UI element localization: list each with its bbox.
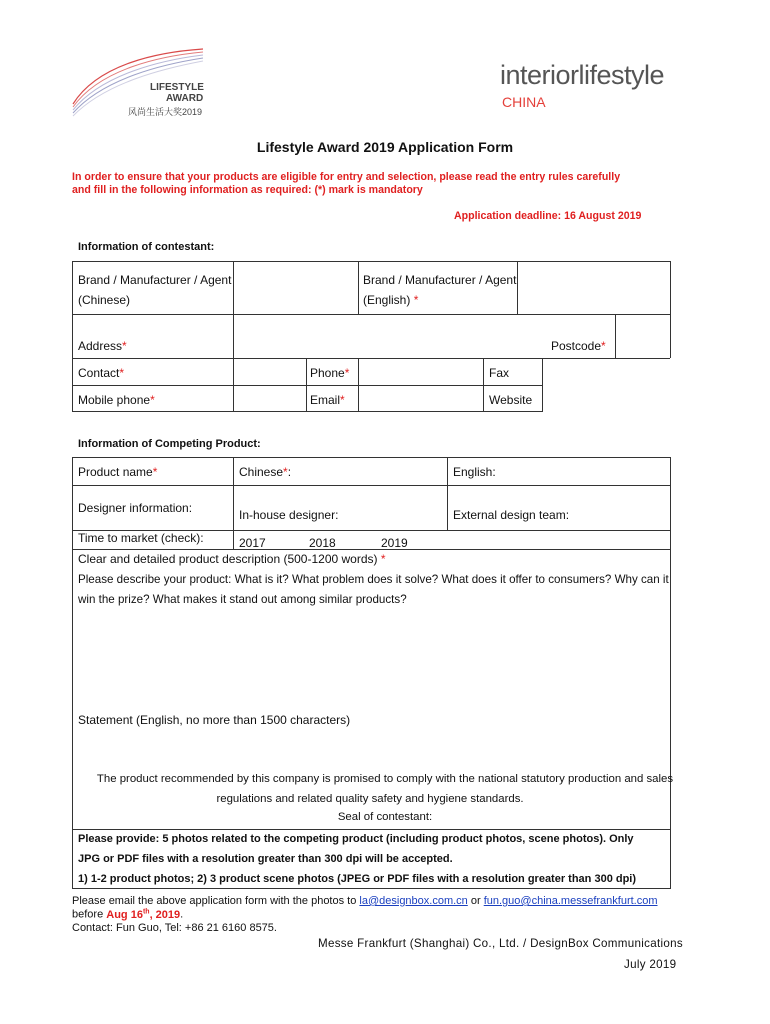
fax-label: Fax [489,366,510,380]
address-label: Address* [78,339,127,353]
email-field[interactable] [359,386,483,411]
contact-label: Contact* [78,366,125,380]
description-question-2: win the prize? What makes it stand out among similar products? [78,593,407,606]
phone-field[interactable] [359,359,483,385]
address-field[interactable] [234,315,534,358]
provide-line-1: Please provide: 5 photos related to the competing product (including product photos, scene photos). Only [78,833,634,845]
external-label: External design team: [453,508,570,522]
email-link-la[interactable]: la@designbox.com.cn [359,895,468,907]
description-field[interactable] [74,612,669,707]
brand-en-label-2: (English) * [363,293,419,307]
contact-line: Contact: Fun Guo, Tel: +86 21 6160 8575. [72,922,277,934]
provide-line-3: 1) 1-2 product photos; 2) 3 product scene photos (JPEG or PDF files with a resolution greater than 300 dpi) [78,873,637,885]
award-logo-text-1: LIFESTYLE [150,82,204,93]
time-to-market-label: Time to market (check): [78,531,204,545]
brand-cn-field[interactable] [234,262,358,314]
statement-label: Statement (English, no more than 1500 characters) [78,713,351,727]
award-logo-text-3: 风尚生活大奖2019 [128,107,203,117]
year-option-2017[interactable]: 2017 [239,536,266,550]
provide-line-2: JPG or PDF files with a resolution greater than 300 dpi will be accepted. [78,853,453,865]
contact-field[interactable] [234,359,306,385]
description-question-1: Please describe your product: What is it? What problem does it solve? What does it offer to consumers? Why can it [78,573,669,586]
year-option-2019[interactable]: 2019 [381,536,408,550]
brand-en-label-1: Brand / Manufacturer / Agent [363,273,517,287]
award-logo-text-2: AWARD [166,93,204,104]
footer-company: Messe Frankfurt (Shanghai) Co., Ltd. / DesignBox Communications [318,937,683,950]
contestant-heading: Information of contestant: [78,241,215,253]
year-option-2018[interactable]: 2018 [309,536,336,550]
interiorlifestyle-logo-name: interiorlifestyle [500,60,665,90]
page-title: Lifestyle Award 2019 Application Form [256,139,514,155]
promise-line-1: The product recommended by this company is promised to comply with the national statutory production and sales [96,773,674,785]
phone-label: Phone* [310,366,350,380]
interiorlifestyle-logo-sub: CHINA [502,94,546,110]
deadline-line: before Aug 16th, 2019. [72,908,184,921]
email-instructions: Please email the above application form with the photos to la@designbox.com.cn or fun.guo@china.messefrankfurt.com [72,895,658,907]
statement-field[interactable] [74,730,669,770]
product-heading: Information of Competing Product: [78,438,261,450]
postcode-label: Postcode* [551,339,606,353]
product-chinese-label: Chinese*: [239,465,292,479]
email-link-fun[interactable]: fun.guo@china.messefrankfurt.com [483,895,658,907]
postcode-field[interactable] [616,315,670,358]
promise-line-2: regulations and related quality safety and hygiene standards. [216,793,524,805]
email-label: Email* [310,393,345,407]
inhouse-label: In-house designer: [239,508,339,522]
product-english-label: English: [453,465,496,479]
intro-line-2: and fill in the following information as required: (*) mark is mandatory [72,184,423,196]
website-label: Website [489,393,533,407]
brand-en-field[interactable] [518,262,670,314]
product-name-label: Product name* [78,465,158,479]
deadline: Application deadline: 16 August 2019 [454,210,642,222]
description-label: Clear and detailed product description (500-1200 words) * [78,552,386,566]
designer-label: Designer information: [78,501,193,515]
footer-date: July 2019 [624,958,677,971]
intro-line-1: In order to ensure that your products are eligible for entry and selection, please read the entry rules carefully [72,171,621,183]
mobile-field[interactable] [234,386,306,411]
seal-label: Seal of contestant: [337,811,433,823]
brand-cn-label-2: (Chinese) [78,293,131,307]
brand-cn-label-1: Brand / Manufacturer / Agent [78,273,232,287]
mobile-label: Mobile phone* [78,393,155,407]
